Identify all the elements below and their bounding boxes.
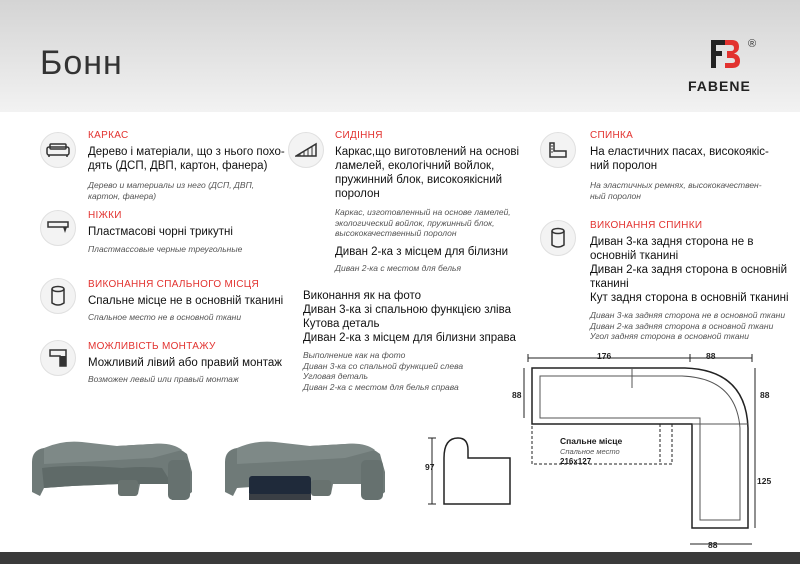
seat-layers-icon <box>288 132 324 168</box>
back-sub: На эластичных ремнях, высококачествен- ный поролон <box>590 180 762 201</box>
right-length-dim: 125 <box>757 476 772 486</box>
top-width-dim: 176 <box>597 351 612 361</box>
left-depth-dim: 88 <box>512 390 522 400</box>
execution-text: Виконання як на фото Диван 3-ка зі спальною функцією зліва Кутова деталь Диван 2-ка з місцем для білизни зправа <box>303 290 516 344</box>
sleep-fabric-label: ВИКОНАННЯ СПАЛЬНОГО МІСЦЯ <box>88 279 259 290</box>
back-exec-text: Диван 3-ка задня сторона не в основній тканині Диван 2-ка задня сторона в основній тканині Кут задня сторона в основній тканині <box>590 236 789 304</box>
mounting-label: МОЖЛИВІСТЬ МОНТАЖУ <box>88 341 216 352</box>
backrest-icon <box>540 132 576 168</box>
logo-mark-icon <box>709 38 741 70</box>
page-title: Бонн <box>40 44 123 82</box>
top-view-diagram <box>510 348 775 553</box>
seat-extra-sub: Диван 2-ка с местом для белья <box>335 263 462 273</box>
sofa-photo-unfolded <box>215 432 395 512</box>
side-view-diagram <box>420 430 520 510</box>
frame-label: КАРКАС <box>88 130 129 141</box>
legs-label: НІЖКИ <box>88 210 122 221</box>
logo-text: FABENE <box>688 78 751 94</box>
fabric-roll-icon <box>540 220 576 256</box>
mounting-sub: Возможен левый или правый монтаж <box>88 374 239 384</box>
mounting-text: Можливий лівий або правий монтаж <box>88 357 282 369</box>
side-height-dim: 97 <box>425 462 435 472</box>
back-label: СПИНКА <box>590 130 634 141</box>
footer-bar <box>0 552 800 564</box>
execution-sub: Выполнение как на фото Диван 3-ка со спальной функцией слева Угловая деталь Диван 2-ка с местом для белья справа <box>303 350 464 392</box>
bottom-width-dim: 88 <box>708 540 718 550</box>
fabric-roll-icon <box>40 278 76 314</box>
leg-icon <box>40 210 76 246</box>
frame-text: Дерево і матеріали, що з нього похо- дять (ДСП, ДВП, картон, фанера) <box>88 146 285 172</box>
sleep-area-sub: Спальное место <box>560 447 620 456</box>
sleep-area-size: 216x127 <box>560 457 592 466</box>
sleep-fabric-text: Спальне місце не в основній тканині <box>88 295 284 307</box>
sleep-fabric-sub: Спальное место не в основной ткани <box>88 312 242 322</box>
seat-sub: Каркас, изготовленный на основе ламелей, экологический войлок, пружинный блок, высококачественный поролон <box>335 207 511 238</box>
registered-mark: ® <box>748 38 757 50</box>
right-depth-dim: 88 <box>760 390 770 400</box>
seat-text: Каркас,що виготовлений на основі ламелей, екологічний войлок, пружинний блок, високоякісний поролон <box>335 146 520 200</box>
seat-label: СИДІННЯ <box>335 130 383 141</box>
frame-sub: Дерево и материалы из него (ДСП, ДВП, картон, фанера) <box>88 180 255 201</box>
sleep-area-label: Спальне місце <box>560 436 623 446</box>
back-text: На еластичних пасах, високоякіс- ний поролон <box>590 146 769 172</box>
corner-width-dim: 88 <box>706 351 716 361</box>
legs-sub: Пластмассовые черные треугольные <box>88 244 243 254</box>
legs-text: Пластмасові чорні трикутні <box>88 226 233 238</box>
back-exec-sub: Диван 3-ка задняя сторона не в основной ткани Диван 2-ка задняя сторона в основной ткани Угол задняя сторона в основной ткани <box>590 310 786 341</box>
seat-extra-text: Диван 2-ка з місцем для білизни <box>335 246 509 258</box>
sofa-photo-closed <box>22 432 202 512</box>
back-exec-label: ВИКОНАННЯ СПИНКИ <box>590 220 703 231</box>
sofa-icon <box>40 132 76 168</box>
corner-icon <box>40 340 76 376</box>
